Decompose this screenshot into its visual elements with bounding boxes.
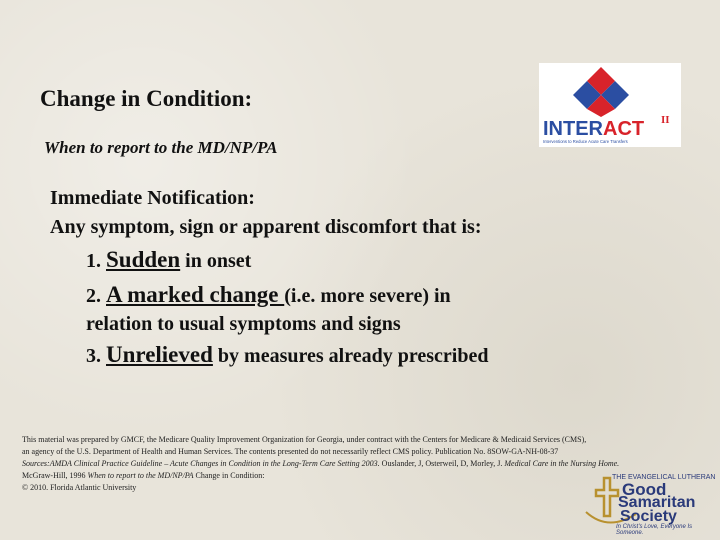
item-keyword: Sudden bbox=[106, 247, 181, 272]
footer-line: © 2010. Florida Atlantic University bbox=[22, 483, 137, 492]
item-number: 2. bbox=[86, 285, 106, 307]
list-item bbox=[86, 282, 451, 308]
gs-line-1: THE EVANGELICAL LUTHERAN bbox=[612, 474, 716, 481]
interact-logo-word-main: INTER bbox=[543, 118, 603, 140]
gs-line-3: Samaritan bbox=[618, 494, 696, 511]
item-rest: by measures already prescribed bbox=[212, 345, 489, 367]
footer-line: an agency of the U.S. Department of Health and Human Services. The contents presented do not necessarily reflect CMS policy. Publication No. 8SOW-GA-NH-08-37 bbox=[22, 447, 559, 456]
interact-logo-word bbox=[543, 118, 644, 140]
item-rest: in onset bbox=[180, 250, 252, 272]
intro-line-2: Any symptom, sign or apparent discomfort that is: bbox=[50, 216, 482, 238]
item-number: 1. bbox=[86, 250, 106, 272]
footer-line: McGraw-Hill, 1996 When to report to the MD/NP/PA Change in Condition: bbox=[22, 471, 265, 480]
item-number: 3. bbox=[86, 345, 106, 367]
interact-logo-word-accent: ACT bbox=[603, 118, 645, 140]
list-item-continuation: relation to usual symptoms and signs bbox=[86, 313, 401, 335]
interact-logo bbox=[539, 63, 681, 147]
footer-line: This material was prepared by GMCF, the Medicare Quality Improvement Organization for Georgia, under contract with the Centers for Medicare & Medicaid Services (CMS), bbox=[22, 435, 587, 444]
slide-title: Change in Condition: bbox=[40, 86, 253, 111]
interact-logo-tagline: Interventions to Reduce Acute Care Transfers bbox=[543, 139, 628, 144]
intro-line-1: Immediate Notification: bbox=[50, 187, 255, 209]
interact-logo-mark bbox=[573, 67, 629, 117]
gs-line-4: Society bbox=[620, 508, 677, 525]
item-keyword: Unrelieved bbox=[106, 342, 213, 367]
footer-line: Sources:AMDA Clinical Practice Guideline – Acute Changes in Condition in the Long-Term Care Setting 2003. Ouslander, J, Osterweil, D, Morley, J. Medical Care in the Nursing Home. bbox=[22, 459, 620, 468]
gs-line-2: Good bbox=[622, 480, 667, 499]
gs-tagline: In Christ's Love, Everyone Is Someone. bbox=[616, 524, 693, 536]
item-rest: (i.e. more severe) in bbox=[284, 285, 451, 307]
interact-logo-superscript: II bbox=[661, 114, 670, 126]
slide-subtitle: When to report to the MD/NP/PA bbox=[44, 138, 278, 157]
item-keyword: A marked change bbox=[106, 282, 285, 307]
list-item bbox=[86, 247, 251, 273]
list-item bbox=[86, 342, 488, 368]
